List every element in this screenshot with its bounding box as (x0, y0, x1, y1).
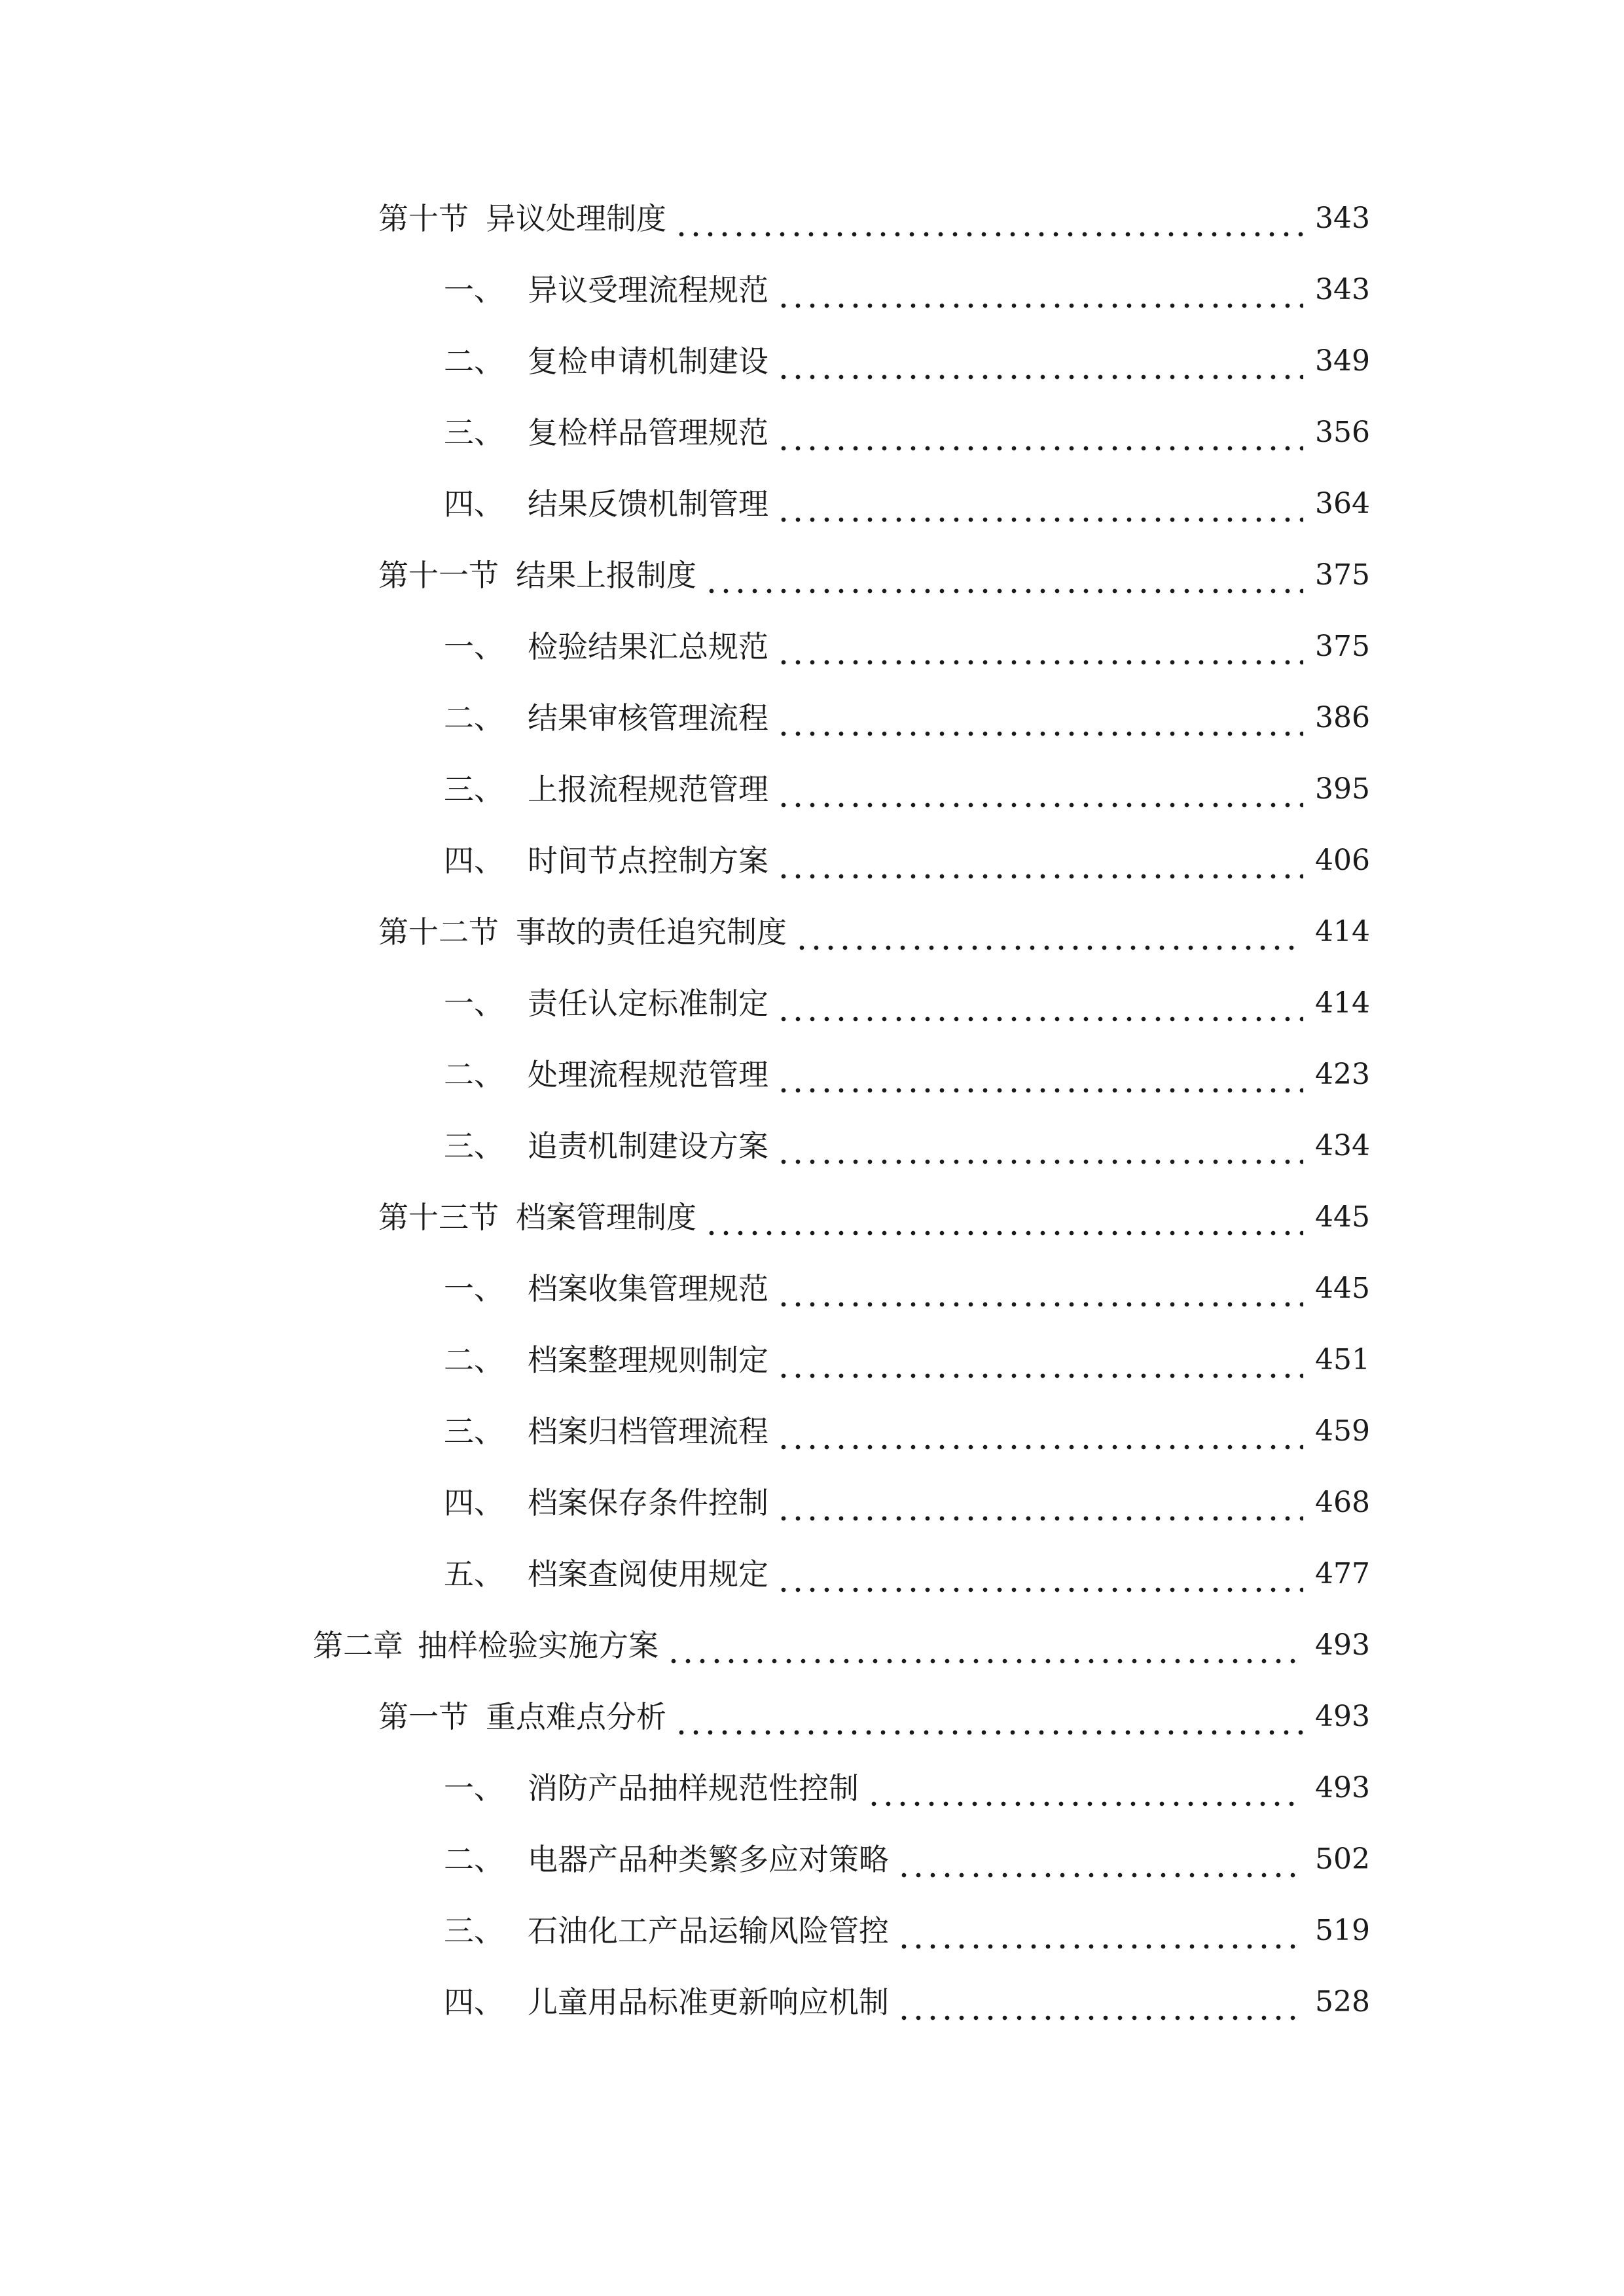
toc-number: 三、 (444, 772, 504, 807)
toc-number: 五、 (444, 1556, 504, 1592)
toc-title: 档案归档管理流程 (528, 1414, 768, 1449)
toc-entry-chapter[interactable] (313, 1619, 1370, 1672)
toc-label (378, 906, 787, 958)
toc-label (444, 1905, 889, 1957)
toc-title: 复检样品管理规范 (528, 415, 768, 450)
toc-page-number: 356 (1315, 416, 1370, 449)
toc-entry-item[interactable] (444, 1762, 1370, 1814)
toc-title: 消防产品抽样规范性控制 (528, 1770, 859, 1806)
toc-number: 四、 (444, 486, 504, 522)
dot-leader (776, 763, 1303, 816)
toc-number: 二、 (444, 344, 504, 379)
dot-leader (776, 264, 1303, 316)
toc-title: 档案保存条件控制 (528, 1485, 768, 1520)
toc-title: 电器产品种类繁多应对策略 (528, 1842, 889, 1877)
toc-page-number: 451 (1315, 1343, 1370, 1376)
toc-label (444, 834, 768, 887)
toc-number: 第十节 (378, 201, 469, 236)
toc-label (444, 264, 768, 316)
toc-label (444, 1334, 768, 1386)
dot-leader (795, 906, 1303, 958)
toc-page-number: 445 (1315, 1200, 1370, 1234)
toc-label (378, 192, 666, 245)
dot-leader (776, 1049, 1303, 1101)
toc-label (444, 620, 768, 673)
toc-number: 一、 (444, 986, 504, 1021)
toc-title: 档案查阅使用规定 (528, 1556, 768, 1592)
toc-label (444, 977, 768, 1030)
toc-number: 一、 (444, 272, 504, 308)
toc-page-number: 406 (1315, 844, 1370, 877)
toc-entry-item[interactable] (444, 1120, 1370, 1172)
toc-page-number: 414 (1315, 915, 1370, 948)
toc-page-number: 528 (1315, 1985, 1370, 2018)
toc-page-number: 493 (1315, 1771, 1370, 1804)
toc-page-number: 349 (1315, 344, 1370, 378)
toc-title: 结果上报制度 (516, 558, 696, 593)
toc-label (444, 1833, 889, 1886)
toc-entry-item[interactable] (444, 478, 1370, 530)
dot-leader (776, 834, 1303, 887)
toc-page-number: 468 (1315, 1486, 1370, 1519)
toc-page-number: 459 (1315, 1414, 1370, 1448)
toc-label (444, 692, 768, 744)
dot-leader (666, 1619, 1303, 1672)
toc-entry-item[interactable] (444, 1905, 1370, 1957)
toc-label (444, 1405, 768, 1458)
toc-page-number: 343 (1315, 273, 1370, 306)
toc-page-number: 386 (1315, 701, 1370, 734)
toc-number: 一、 (444, 1770, 504, 1806)
toc-title: 结果审核管理流程 (528, 700, 768, 736)
toc-number: 四、 (444, 1984, 504, 2020)
toc-label (444, 763, 768, 816)
toc-page-number: 395 (1315, 772, 1370, 806)
toc-number: 三、 (444, 415, 504, 450)
toc-label (444, 1548, 768, 1600)
toc-title: 重点难点分析 (486, 1699, 666, 1734)
toc-title: 异议处理制度 (486, 201, 666, 236)
toc-number: 三、 (444, 1913, 504, 1948)
toc-title: 异议受理流程规范 (528, 272, 768, 308)
toc-label (378, 1691, 666, 1743)
toc-label (444, 1263, 768, 1315)
toc-page-number: 364 (1315, 487, 1370, 520)
toc-page-number: 493 (1315, 1628, 1370, 1662)
toc-number: 二、 (444, 1842, 504, 1877)
toc-number: 第十一节 (378, 558, 499, 593)
toc-number: 二、 (444, 1057, 504, 1092)
toc-title: 检验结果汇总规范 (528, 629, 768, 664)
toc-label (378, 549, 696, 601)
toc-number: 四、 (444, 1485, 504, 1520)
toc-number: 二、 (444, 700, 504, 736)
toc-entry-item[interactable] (444, 335, 1370, 387)
toc-title: 石油化工产品运输风险管控 (528, 1913, 889, 1948)
toc-page-number: 343 (1315, 202, 1370, 235)
toc-entry-section[interactable] (378, 549, 1370, 601)
toc-entry-item[interactable] (444, 692, 1370, 744)
toc-page-number: 414 (1315, 986, 1370, 1020)
toc-label (378, 1191, 696, 1244)
dot-leader (776, 620, 1303, 673)
toc-title: 处理流程规范管理 (528, 1057, 768, 1092)
toc-number: 第十二节 (378, 914, 499, 950)
toc-number: 第二章 (313, 1628, 403, 1663)
toc-page-number: 493 (1315, 1700, 1370, 1733)
dot-leader (867, 1762, 1303, 1814)
toc-number: 第十三节 (378, 1200, 499, 1235)
dot-leader (704, 549, 1303, 601)
toc-label (444, 1762, 859, 1814)
toc-number: 一、 (444, 1271, 504, 1306)
dot-leader (776, 335, 1303, 387)
toc-title: 事故的责任追究制度 (516, 914, 787, 950)
toc-entry-item[interactable] (444, 1548, 1370, 1600)
dot-leader (776, 1405, 1303, 1458)
dot-leader (776, 1477, 1303, 1529)
toc-number: 第一节 (378, 1699, 469, 1734)
toc-label (444, 1976, 889, 2028)
toc-number: 一、 (444, 629, 504, 664)
toc-label (444, 1120, 768, 1172)
dot-leader (674, 192, 1303, 245)
toc-entry-item[interactable] (444, 1477, 1370, 1529)
dot-leader (704, 1191, 1303, 1244)
toc-title: 档案整理规则制定 (528, 1342, 768, 1378)
toc-title: 时间节点控制方案 (528, 843, 768, 878)
toc-page-number: 434 (1315, 1129, 1370, 1162)
toc-entry-section[interactable] (378, 1691, 1370, 1743)
dot-leader (776, 478, 1303, 530)
toc-entry-section[interactable] (378, 906, 1370, 958)
toc-entry-item[interactable] (444, 620, 1370, 673)
toc-number: 二、 (444, 1342, 504, 1378)
toc-title: 儿童用品标准更新响应机制 (528, 1984, 889, 2020)
toc-number: 三、 (444, 1414, 504, 1449)
toc-entry-item[interactable] (444, 1263, 1370, 1315)
toc-number: 四、 (444, 843, 504, 878)
toc-title: 复检申请机制建设 (528, 344, 768, 379)
toc-title: 结果反馈机制管理 (528, 486, 768, 522)
dot-leader (776, 406, 1303, 459)
toc-page-number: 502 (1315, 1842, 1370, 1876)
toc-page-number: 375 (1315, 558, 1370, 592)
toc-label (444, 478, 768, 530)
toc-page-number: 375 (1315, 630, 1370, 663)
toc-label (444, 406, 768, 459)
toc-page-number: 445 (1315, 1272, 1370, 1305)
dot-leader (897, 1905, 1303, 1957)
toc-title: 上报流程规范管理 (528, 772, 768, 807)
toc-entry-section[interactable] (378, 1191, 1370, 1244)
toc-label (313, 1619, 659, 1672)
dot-leader (897, 1833, 1303, 1886)
toc-title: 档案管理制度 (516, 1200, 696, 1235)
toc-entry-item[interactable] (444, 1405, 1370, 1458)
toc-title: 档案收集管理规范 (528, 1271, 768, 1306)
dot-leader (674, 1691, 1303, 1743)
toc-title: 责任认定标准制定 (528, 986, 768, 1021)
toc-page-number: 477 (1315, 1557, 1370, 1590)
toc-title: 抽样检验实施方案 (418, 1628, 659, 1663)
dot-leader (776, 1263, 1303, 1315)
dot-leader (776, 1548, 1303, 1600)
dot-leader (897, 1976, 1303, 2028)
toc-entry-item[interactable] (444, 1833, 1370, 1886)
toc-entry-item[interactable] (444, 406, 1370, 459)
toc-entry-item[interactable] (444, 1049, 1370, 1101)
toc-entry-item[interactable] (444, 1976, 1370, 2028)
toc-label (444, 335, 768, 387)
toc-page-number: 519 (1315, 1914, 1370, 1947)
dot-leader (776, 1120, 1303, 1172)
toc-page-number: 423 (1315, 1058, 1370, 1091)
toc-entry-item[interactable] (444, 264, 1370, 316)
toc-label (444, 1477, 768, 1529)
dot-leader (776, 977, 1303, 1030)
toc-entry-item[interactable] (444, 977, 1370, 1030)
toc-label (444, 1049, 768, 1101)
dot-leader (776, 692, 1303, 744)
toc-entry-item[interactable] (444, 1334, 1370, 1386)
dot-leader (776, 1334, 1303, 1386)
toc-title: 追责机制建设方案 (528, 1128, 768, 1164)
toc-entry-item[interactable] (444, 763, 1370, 816)
toc-entry-item[interactable] (444, 834, 1370, 887)
toc-number: 三、 (444, 1128, 504, 1164)
toc-entry-section[interactable] (378, 192, 1370, 245)
